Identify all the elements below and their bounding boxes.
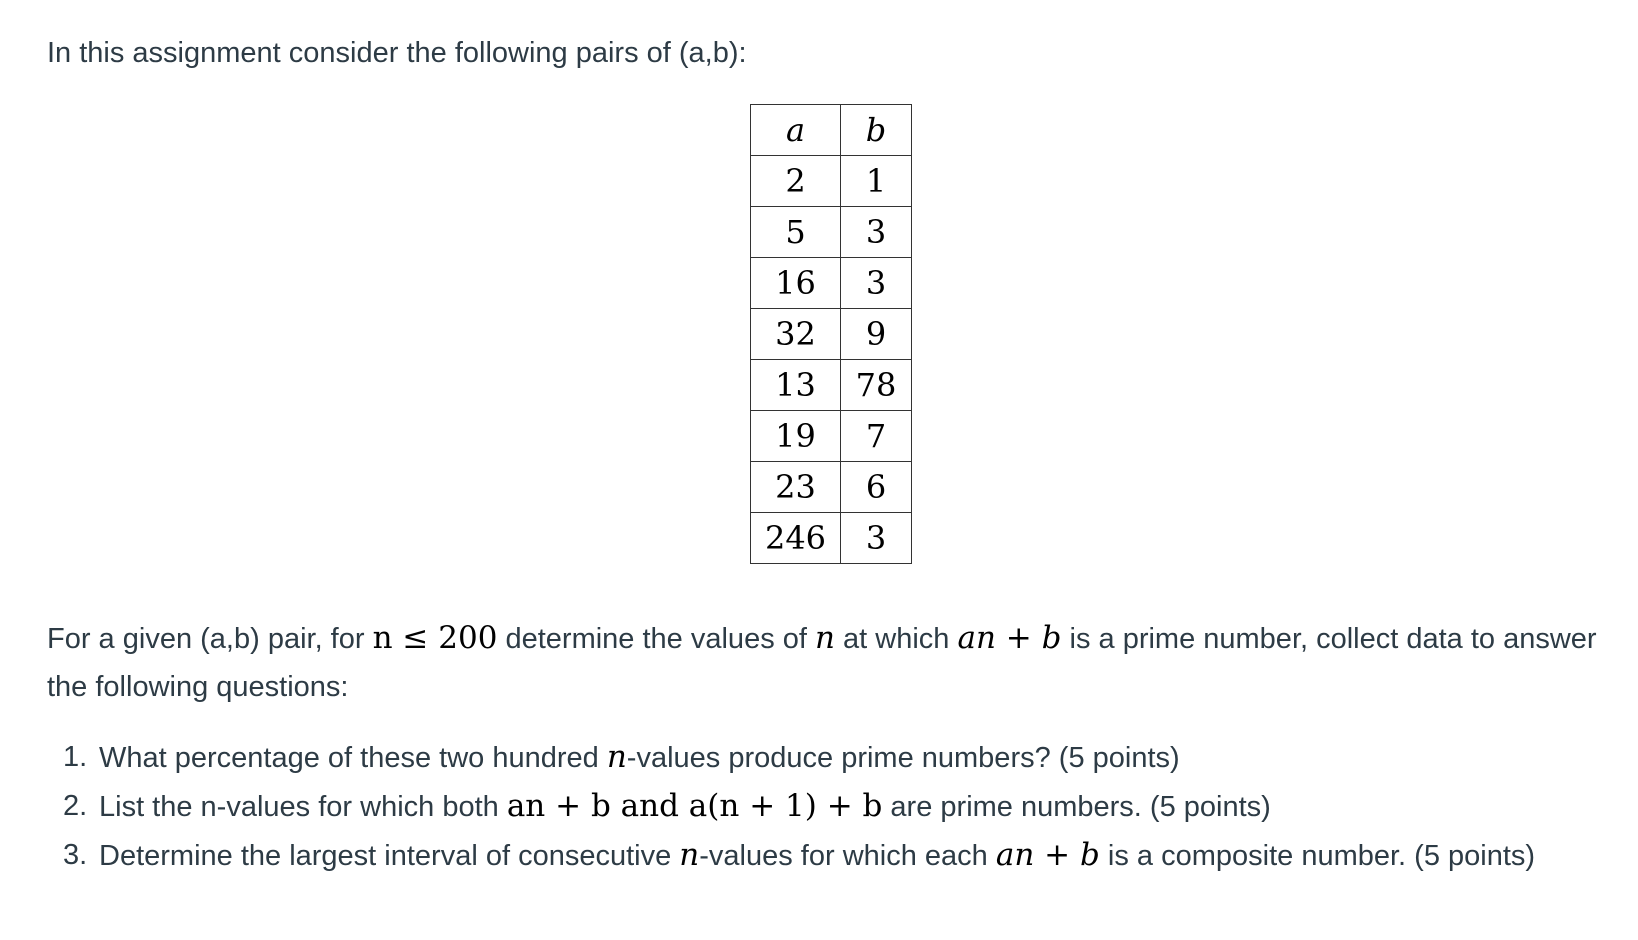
column-header-a: a xyxy=(751,105,841,156)
math-expression: an + b and a(n + 1) + b xyxy=(506,788,883,824)
column-header-b: b xyxy=(841,105,912,156)
math-n: n xyxy=(815,620,835,656)
table-row xyxy=(751,258,912,309)
question-number: 1. xyxy=(63,741,88,773)
question-text: Determine the largest interval of consecutive xyxy=(99,840,680,872)
question-number: 3. xyxy=(63,839,88,871)
table-row xyxy=(751,462,912,513)
instructions-paragraph xyxy=(47,614,1617,711)
question-text: What percentage of these two hundred xyxy=(99,742,607,774)
paragraph-text: is a prime number, collect data to answer the following questions: xyxy=(47,623,1597,703)
cell-b: 3 xyxy=(841,513,912,564)
question-item xyxy=(47,831,1617,880)
intro-text: In this assignment consider the following pairs of (a,b): xyxy=(47,37,747,69)
table-row xyxy=(751,156,912,207)
cell-b: 78 xyxy=(841,360,912,411)
table-row xyxy=(751,513,912,564)
ab-pairs-table xyxy=(750,104,912,564)
math-n-bound: n ≤ 200 xyxy=(372,620,498,656)
math-n: n xyxy=(606,739,627,775)
cell-b: 1 xyxy=(841,156,912,207)
question-number: 2. xyxy=(63,790,88,822)
question-text: is a composite number. (5 points) xyxy=(1099,840,1536,872)
cell-a: 19 xyxy=(751,411,841,462)
table-row xyxy=(751,360,912,411)
questions-list xyxy=(47,733,1617,880)
table-row xyxy=(751,207,912,258)
question-item xyxy=(47,782,1617,831)
table-row xyxy=(751,309,912,360)
question-text: List the n-values for which both xyxy=(99,791,507,823)
cell-b: 3 xyxy=(841,258,912,309)
paragraph-text: determine the values of xyxy=(497,623,815,655)
paragraph-text: For a given (a,b) pair, for xyxy=(47,623,373,655)
cell-b: 7 xyxy=(841,411,912,462)
question-item xyxy=(47,733,1617,782)
table-row xyxy=(751,411,912,462)
cell-a: 13 xyxy=(751,360,841,411)
cell-a: 5 xyxy=(751,207,841,258)
table-header-row xyxy=(751,105,912,156)
math-expression: an + b xyxy=(995,837,1100,873)
cell-a: 2 xyxy=(751,156,841,207)
cell-a: 16 xyxy=(751,258,841,309)
cell-b: 3 xyxy=(841,207,912,258)
math-n: n xyxy=(679,837,700,873)
cell-b: 6 xyxy=(841,462,912,513)
cell-a: 246 xyxy=(751,513,841,564)
paragraph-text: at which xyxy=(834,623,958,655)
question-text: -values for which each xyxy=(699,840,996,872)
cell-a: 23 xyxy=(751,462,841,513)
question-text: -values produce prime numbers? (5 points) xyxy=(626,742,1180,774)
question-text: are prime numbers. (5 points) xyxy=(882,791,1271,823)
cell-b: 9 xyxy=(841,309,912,360)
math-expression: an + b xyxy=(957,620,1062,656)
cell-a: 32 xyxy=(751,309,841,360)
